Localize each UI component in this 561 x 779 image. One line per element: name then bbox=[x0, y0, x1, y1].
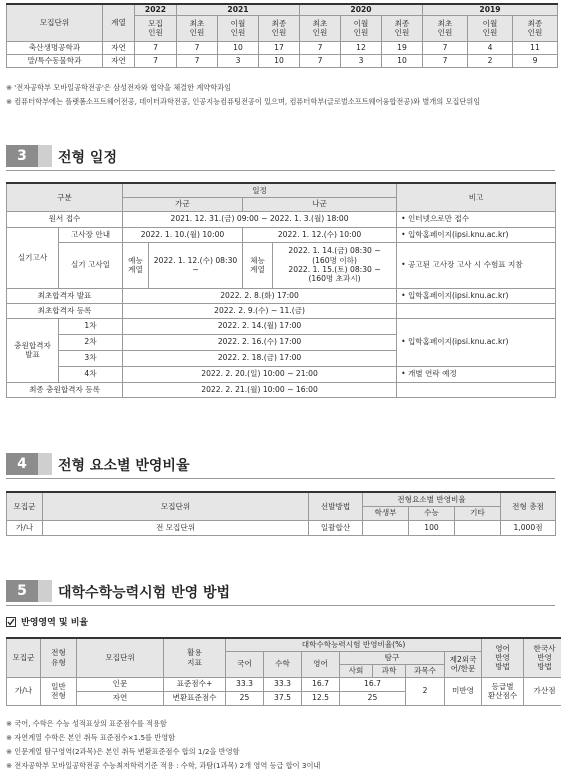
etc-cell bbox=[455, 520, 501, 535]
lang2-header: 제2외국 어/한문 bbox=[445, 651, 482, 677]
checkbox-icon bbox=[6, 617, 16, 627]
table-row bbox=[7, 211, 556, 227]
unit-header: 모집단위 bbox=[77, 638, 164, 677]
row-value: 2022. 1. 14.(금) 08:30 ~ (160명 이하) 2022. 1. 15.(토) 08:30 ~ (160명 초과시) bbox=[273, 242, 397, 288]
value-cell: 10 bbox=[259, 54, 300, 67]
table-row bbox=[7, 242, 556, 288]
subsection-title bbox=[6, 615, 88, 628]
row-value: 2022. 2. 9.(수) ~ 11.(금) bbox=[123, 303, 397, 318]
section-number: 5 bbox=[6, 580, 38, 602]
row-remark: • 입학홈페이지(ipsi.knu.ac.kr) bbox=[397, 288, 556, 303]
value-cell: 7 bbox=[135, 41, 177, 54]
gun-header: 모집군 bbox=[7, 638, 41, 677]
section-number: 4 bbox=[6, 453, 38, 475]
unit-cell: 축산생명공학과 bbox=[7, 41, 103, 54]
sub-header: 모집 인원 bbox=[135, 15, 177, 41]
schedule-table bbox=[6, 182, 556, 398]
value-cell: 10 bbox=[218, 41, 259, 54]
sub-header: 기타 bbox=[455, 506, 501, 520]
value-cell: 2 bbox=[468, 54, 513, 67]
row-label: 원서 접수 bbox=[7, 211, 123, 227]
index-header: 활용 지표 bbox=[164, 638, 226, 677]
value-cell: 7 bbox=[423, 54, 468, 67]
section-3-header bbox=[6, 145, 555, 167]
row-value: 2022. 2. 16.(수) 17:00 bbox=[123, 334, 397, 350]
row-remark: • 입학홈페이지(ipsi.knu.ac.kr) bbox=[397, 227, 556, 242]
index-cell: 표준점수+ bbox=[164, 677, 226, 691]
sub-header: 수능 bbox=[409, 506, 455, 520]
value-cell: 17 bbox=[259, 41, 300, 54]
sub-header: 최종 인원 bbox=[513, 15, 558, 41]
english-cell: 16.7 bbox=[302, 677, 340, 691]
sub-header: 이월 인원 bbox=[341, 15, 382, 41]
type-cell: 일반 전형 bbox=[41, 677, 77, 705]
total-header: 전형 총점 bbox=[501, 492, 556, 520]
suneung-cell: 100 bbox=[409, 520, 455, 535]
science-header: 과학 bbox=[373, 664, 406, 677]
value-cell: 11 bbox=[513, 41, 558, 54]
unit-cell: 인문 bbox=[77, 677, 164, 691]
tamgu-cell: 25 bbox=[340, 691, 406, 705]
col-unit-header: 모집단위 bbox=[7, 4, 103, 41]
note: ※ 인문계열 탐구영역(2과목)은 본인 취득 변환표준점수 합의 1/2을 반영함 bbox=[6, 747, 240, 756]
history-method-cell: 가산점 bbox=[524, 677, 561, 705]
value-cell: 4 bbox=[468, 41, 513, 54]
year-2021-header: 2021 bbox=[177, 4, 300, 15]
row-value: 2022. 1. 12.(수) 10:00 bbox=[243, 227, 397, 242]
ga-group-header: 가군 bbox=[123, 197, 243, 211]
value-cell: 12 bbox=[341, 41, 382, 54]
col-field-header: 계열 bbox=[103, 4, 135, 41]
row-value: 2022. 1. 10.(월) 10:00 bbox=[123, 227, 243, 242]
note: ※ '전자공학부 모바일공학전공'은 삼성전자와 협약을 체결한 계약학과임 bbox=[6, 83, 232, 92]
gubun-header: 구분 bbox=[7, 183, 123, 211]
value-cell: 7 bbox=[177, 41, 218, 54]
sub-header: 최초 인원 bbox=[300, 15, 341, 41]
sub-header: 이월 인원 bbox=[218, 15, 259, 41]
unit-cell: 말/특수동물학과 bbox=[7, 54, 103, 67]
korean-cell: 33.3 bbox=[226, 677, 264, 691]
math-cell: 37.5 bbox=[264, 691, 302, 705]
method-cell: 일괄합산 bbox=[309, 520, 363, 535]
row-value: 2021. 12. 31.(금) 09:00 ~ 2022. 1. 3.(월) 18:00 bbox=[123, 211, 397, 227]
row-label: 2차 bbox=[59, 334, 123, 350]
value-cell: 3 bbox=[218, 54, 259, 67]
eng-method-header: 영어 반영 방법 bbox=[482, 638, 524, 677]
row-label: 예능 계열 bbox=[123, 242, 149, 288]
sub-header: 최초 인원 bbox=[177, 15, 218, 41]
math-cell: 33.3 bbox=[264, 677, 302, 691]
section-title: 전형 요소별 반영비율 bbox=[58, 458, 190, 474]
mojipgun-header: 모집군 bbox=[7, 492, 43, 520]
ratio-table bbox=[6, 491, 556, 536]
row-remark: • 인터넷으로만 접수 bbox=[397, 211, 556, 227]
table-row bbox=[7, 520, 556, 535]
year-2020-header: 2020 bbox=[300, 4, 423, 15]
row-label: 실기 고사일 bbox=[59, 242, 123, 288]
korean-cell: 25 bbox=[226, 691, 264, 705]
row-remark: • 입학홈페이지(ipsi.knu.ac.kr) bbox=[397, 318, 556, 366]
unit-cell: 자연 bbox=[77, 691, 164, 705]
tamgu-header: 탐구 bbox=[340, 651, 445, 664]
row-label: 충원합격자 발표 bbox=[7, 318, 59, 382]
section-title: 대학수학능력시험 반영 방법 bbox=[58, 585, 231, 601]
method-header: 선발방법 bbox=[309, 492, 363, 520]
total-cell: 1,000점 bbox=[501, 520, 556, 535]
schedule-header: 일정 bbox=[123, 183, 397, 197]
remarks-header: 비고 bbox=[397, 183, 556, 211]
english-cell: 12.5 bbox=[302, 691, 340, 705]
field-cell: 자연 bbox=[103, 41, 135, 54]
ratio-header: 대학수학능력시험 반영비율(%) bbox=[226, 638, 482, 651]
count-header: 과목수 bbox=[406, 664, 445, 677]
note: ※ 컴퓨터학부에는 플랫폼소프트웨어전공, 데이터과학전공, 인공지능컴퓨팅전공이 있으며, 컴퓨터학부(글로벌소프트웨어융합전공)와 별개의 모집단위임 bbox=[6, 97, 481, 106]
section-title: 전형 일정 bbox=[58, 150, 117, 166]
index-cell: 변환표준점수 bbox=[164, 691, 226, 705]
row-label: 1차 bbox=[59, 318, 123, 334]
eng-method-cell: 등급별 환산점수 bbox=[482, 677, 524, 705]
note: ※ 국어, 수학은 수능 성적표상의 표준점수를 적용함 bbox=[6, 719, 167, 728]
field-cell: 자연 bbox=[103, 54, 135, 67]
value-cell: 7 bbox=[177, 54, 218, 67]
recruitment-history-table bbox=[6, 3, 558, 68]
row-value: 2022. 2. 21.(월) 10:00 ~ 16:00 bbox=[123, 382, 397, 397]
row-label: 최초합격자 등록 bbox=[7, 303, 123, 318]
suneung-ratio-table bbox=[6, 637, 561, 706]
english-header: 영어 bbox=[302, 651, 340, 677]
table-row bbox=[7, 677, 561, 691]
unit-cell: 전 모집단위 bbox=[43, 520, 309, 535]
value-cell: 7 bbox=[300, 41, 341, 54]
sub-header: 최종 인원 bbox=[382, 15, 423, 41]
section-4-header bbox=[6, 453, 555, 475]
section-number: 3 bbox=[6, 145, 38, 167]
row-label: 3차 bbox=[59, 350, 123, 366]
table-row bbox=[7, 41, 558, 54]
value-cell: 9 bbox=[513, 54, 558, 67]
sub-header: 최종 인원 bbox=[259, 15, 300, 41]
count-cell: 2 bbox=[406, 677, 445, 705]
gun-cell: 가/나 bbox=[7, 677, 41, 705]
table-row bbox=[7, 54, 558, 67]
table-row bbox=[7, 288, 556, 303]
gun-cell: 가/나 bbox=[7, 520, 43, 535]
row-label: 체능 계열 bbox=[243, 242, 273, 288]
row-remark: • 개별 연락 예정 bbox=[397, 366, 556, 382]
subsection-label: 반영영역 및 비율 bbox=[21, 618, 89, 628]
table-row bbox=[7, 227, 556, 242]
value-cell: 10 bbox=[382, 54, 423, 67]
na-group-header: 나군 bbox=[243, 197, 397, 211]
row-label: 최초합격자 발표 bbox=[7, 288, 123, 303]
type-header: 전형 유형 bbox=[41, 638, 77, 677]
row-value: 2022. 2. 14.(월) 17:00 bbox=[123, 318, 397, 334]
table-row bbox=[7, 303, 556, 318]
row-value: 2022. 2. 8.(화) 17:00 bbox=[123, 288, 397, 303]
sub-header: 학생부 bbox=[363, 506, 409, 520]
ratio-header: 전형요소별 반영비율 bbox=[363, 492, 501, 506]
row-remark: • 공고된 고사장 고사 시 수험표 지참 bbox=[397, 242, 556, 288]
history-method-header: 한국사 반영 방법 bbox=[524, 638, 561, 677]
note: ※ 전자공학부 모바일공학전공 수능최저학력기준 적용 : 수학, 과탐(1과목) 2개 영역 등급 합이 3이내 bbox=[6, 761, 321, 770]
math-header: 수학 bbox=[264, 651, 302, 677]
table-row bbox=[7, 366, 556, 382]
value-cell: 7 bbox=[135, 54, 177, 67]
row-value: 2022. 2. 20.(일) 10:00 ~ 21:00 bbox=[123, 366, 397, 382]
value-cell: 7 bbox=[423, 41, 468, 54]
tamgu-cell: 16.7 bbox=[340, 677, 406, 691]
value-cell: 3 bbox=[341, 54, 382, 67]
row-value: 2022. 1. 12.(수) 08:30 ~ bbox=[149, 242, 243, 288]
unit-header: 모집단위 bbox=[43, 492, 309, 520]
lang2-cell: 미반영 bbox=[445, 677, 482, 705]
value-cell: 19 bbox=[382, 41, 423, 54]
year-2019-header: 2019 bbox=[423, 4, 558, 15]
table-row bbox=[7, 382, 556, 397]
row-label: 4차 bbox=[59, 366, 123, 382]
table-row bbox=[7, 318, 556, 334]
social-header: 사회 bbox=[340, 664, 373, 677]
value-cell: 7 bbox=[300, 54, 341, 67]
sub-header: 최초 인원 bbox=[423, 15, 468, 41]
year-2022-header: 2022 bbox=[135, 4, 177, 15]
row-label: 최종 충원합격자 등록 bbox=[7, 382, 123, 397]
section-5-header bbox=[6, 580, 555, 602]
korean-header: 국어 bbox=[226, 651, 264, 677]
school-cell bbox=[363, 520, 409, 535]
row-label: 실기고사 bbox=[7, 227, 59, 288]
row-value: 2022. 2. 18.(금) 17:00 bbox=[123, 350, 397, 366]
row-label: 고사장 안내 bbox=[59, 227, 123, 242]
sub-header: 이월 인원 bbox=[468, 15, 513, 41]
note: ※ 자연계열 수학은 본인 취득 표준점수×1.5를 반영함 bbox=[6, 733, 176, 742]
